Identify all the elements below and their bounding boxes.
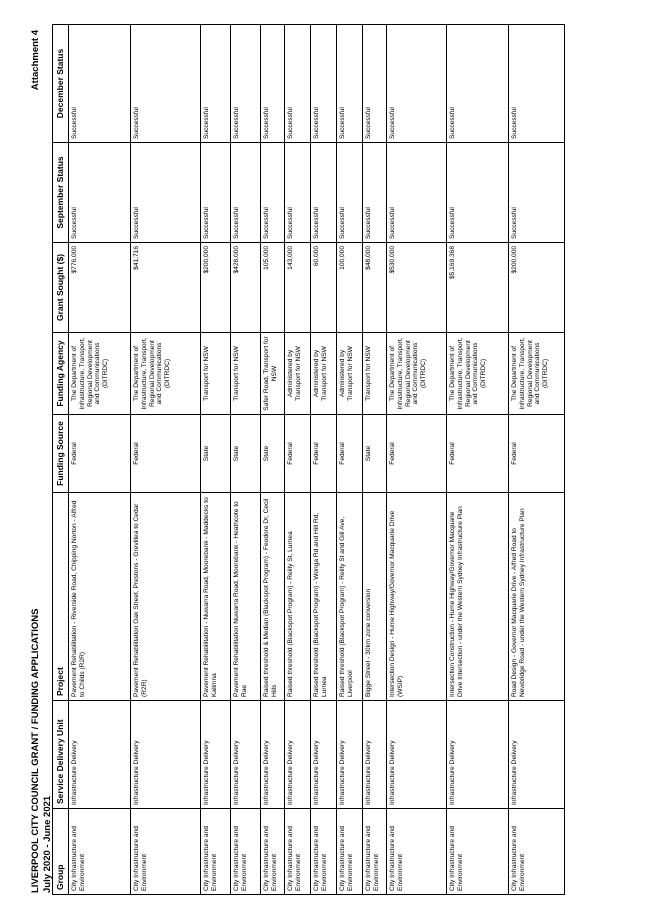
cell-project: Road Design - Governor Macquarie Drive - Alfred Road to Newbridge Road - under the Western Sydney Infrastructure Plan bbox=[509, 493, 565, 701]
table-row bbox=[285, 25, 311, 895]
col-header-dec-status: December Status bbox=[53, 25, 69, 143]
cell-amount: $200,000 bbox=[509, 243, 565, 333]
table-row bbox=[447, 25, 509, 895]
table-row bbox=[363, 25, 387, 895]
cell-amount: $530,000 bbox=[387, 243, 447, 333]
cell-sep-status: Successful bbox=[337, 143, 363, 243]
cell-agency: The Department of Infrastructure, Transport, Regional Development and Communications (DITRDC) bbox=[509, 333, 565, 415]
cell-project: Intersection Design - Hume Highway/Governor Macquarie Drive (WSIP) bbox=[387, 493, 447, 701]
cell-dec-status: Successful bbox=[447, 25, 509, 143]
cell-unit: Infrastructure Delivery bbox=[231, 701, 261, 809]
cell-unit: Infrastructure Delivery bbox=[131, 701, 201, 809]
cell-unit: Infrastructure Delivery bbox=[509, 701, 565, 809]
cell-unit: Infrastructure Delivery bbox=[69, 701, 131, 809]
cell-amount: 105,000 bbox=[261, 243, 285, 333]
cell-amount: $5,169,368 bbox=[447, 243, 509, 333]
cell-group: City Infrastructure and Environment bbox=[131, 809, 201, 895]
cell-source: State bbox=[363, 415, 387, 493]
cell-amount: 100,000 bbox=[337, 243, 363, 333]
col-header-unit: Service Delivery Unit bbox=[53, 701, 69, 809]
cell-sep-status: Successful bbox=[509, 143, 565, 243]
cell-group: City Infrastructure and Environment bbox=[311, 809, 337, 895]
table-row bbox=[131, 25, 201, 895]
cell-source: State bbox=[201, 415, 231, 493]
cell-project: Pavement Rehabilitation - Nuwarra Road, Moorebank - Maddecks to Kalimna bbox=[201, 493, 231, 701]
cell-source: Federal bbox=[447, 415, 509, 493]
cell-source: State bbox=[231, 415, 261, 493]
title-block bbox=[30, 609, 54, 894]
cell-group: City Infrastructure and Environment bbox=[285, 809, 311, 895]
cell-dec-status: Successful bbox=[261, 25, 285, 143]
cell-agency: Safer Road, Transport for NSW bbox=[261, 333, 285, 415]
cell-agency: Administered by Transport for NSW bbox=[285, 333, 311, 415]
cell-sep-status: Successful bbox=[285, 143, 311, 243]
cell-dec-status: Successful bbox=[509, 25, 565, 143]
cell-dec-status: Successful bbox=[201, 25, 231, 143]
cell-group: City Infrastructure and Environment bbox=[261, 809, 285, 895]
cell-sep-status: Successful bbox=[447, 143, 509, 243]
cell-sep-status: Successful bbox=[69, 143, 131, 243]
cell-unit: Infrastructure Delivery bbox=[363, 701, 387, 809]
cell-unit: Infrastructure Delivery bbox=[261, 701, 285, 809]
cell-amount: $200,000 bbox=[201, 243, 231, 333]
cell-amount: $41,716 bbox=[131, 243, 201, 333]
col-header-group: Group bbox=[53, 809, 69, 895]
cell-amount: $428,000 bbox=[231, 243, 261, 333]
col-header-sep-status: September Status bbox=[53, 143, 69, 243]
cell-project: Pavement Rehabilitation Nuwarra Road, Moorebank - Heathcote to Rae bbox=[231, 493, 261, 701]
table-header-row bbox=[53, 25, 69, 895]
document-title: LIVERPOOL CITY COUNCIL GRANT / FUNDING APPLICATIONS bbox=[30, 608, 41, 893]
cell-dec-status: Successful bbox=[69, 25, 131, 143]
document-subtitle: July 2020 - June 2021 bbox=[42, 795, 53, 893]
cell-agency: Administered by Transport for NSW bbox=[311, 333, 337, 415]
cell-dec-status: Successful bbox=[285, 25, 311, 143]
cell-agency: The Department of Infrastructure, Transport, Regional Development and Communications (DITRDC) bbox=[131, 333, 201, 415]
cell-source: State bbox=[261, 415, 285, 493]
cell-agency: Administered by Transport for NSW bbox=[337, 333, 363, 415]
cell-group: City Infrastructure and Environment bbox=[337, 809, 363, 895]
cell-project: Raised threshold (Blackspot Program) - Reilly St and Gill Ave, Liverpool bbox=[337, 493, 363, 701]
table-row bbox=[387, 25, 447, 895]
table-row bbox=[509, 25, 565, 895]
cell-sep-status: Successful bbox=[231, 143, 261, 243]
cell-dec-status: Successful bbox=[337, 25, 363, 143]
cell-group: City Infrastructure and Environment bbox=[387, 809, 447, 895]
cell-source: Federal bbox=[509, 415, 565, 493]
table-row bbox=[337, 25, 363, 895]
cell-dec-status: Successful bbox=[231, 25, 261, 143]
cell-source: Federal bbox=[285, 415, 311, 493]
cell-unit: Infrastructure Delivery bbox=[285, 701, 311, 809]
cell-unit: Infrastructure Delivery bbox=[201, 701, 231, 809]
cell-source: Federal bbox=[311, 415, 337, 493]
cell-dec-status: Successful bbox=[387, 25, 447, 143]
table-row bbox=[231, 25, 261, 895]
cell-sep-status: Successful bbox=[201, 143, 231, 243]
cell-agency: The Department of Infrastructure, Transport, Regional Development and Communications (DITRDC) bbox=[387, 333, 447, 415]
col-header-amount: Grant Sought ($) bbox=[53, 243, 69, 333]
cell-group: City Infrastructure and Environment bbox=[69, 809, 131, 895]
col-header-source: Funding Source bbox=[53, 415, 69, 493]
cell-project: Raised threshold (Blackspot Program) - Reilly St, Lurnea bbox=[285, 493, 311, 701]
table-row bbox=[201, 25, 231, 895]
cell-group: City Infrastructure and Environment bbox=[201, 809, 231, 895]
table-row bbox=[69, 25, 131, 895]
cell-dec-status: Successful bbox=[131, 25, 201, 143]
cell-group: City Infrastructure and Environment bbox=[509, 809, 565, 895]
table-body bbox=[69, 25, 565, 895]
cell-group: City Infrastructure and Environment bbox=[363, 809, 387, 895]
cell-sep-status: Successful bbox=[131, 143, 201, 243]
cell-project: Intersection Construction - Hume Highway/Governor Macquarie Drive Intersection - under the Western Sydney Infrastructure Plan bbox=[447, 493, 509, 701]
cell-sep-status: Successful bbox=[311, 143, 337, 243]
cell-sep-status: Successful bbox=[387, 143, 447, 243]
cell-group: City Infrastructure and Environment bbox=[231, 809, 261, 895]
cell-source: Federal bbox=[131, 415, 201, 493]
cell-agency: Transport for NSW bbox=[201, 333, 231, 415]
table-row bbox=[311, 25, 337, 895]
cell-source: Federal bbox=[337, 415, 363, 493]
cell-sep-status: Successful bbox=[363, 143, 387, 243]
grants-table bbox=[52, 24, 565, 895]
cell-project: Raised threshold (Blackspot Program) - Wonga Rd and Hill Rd, Lurnea bbox=[311, 493, 337, 701]
cell-dec-status: Successful bbox=[311, 25, 337, 143]
cell-dec-status: Successful bbox=[363, 25, 387, 143]
cell-project: Bigge Street - 30km zone conversion bbox=[363, 493, 387, 701]
cell-source: Federal bbox=[387, 415, 447, 493]
col-header-agency: Funding Agency bbox=[53, 333, 69, 415]
cell-agency: The Department of Infrastructure, Transport, Regional Development and Communications (DITRDC) bbox=[447, 333, 509, 415]
cell-unit: Infrastructure Delivery bbox=[387, 701, 447, 809]
cell-amount: $48,000 bbox=[363, 243, 387, 333]
cell-agency: Transport for NSW bbox=[231, 333, 261, 415]
cell-unit: Infrastructure Delivery bbox=[311, 701, 337, 809]
cell-unit: Infrastructure Delivery bbox=[337, 701, 363, 809]
table-row bbox=[261, 25, 285, 895]
cell-sep-status: Successful bbox=[261, 143, 285, 243]
attachment-label: Attachment 4 bbox=[30, 30, 41, 91]
cell-project: Pavement Rehabilitation - Riverside Road, Chipping Norton - Alfred to Childs (R2R) bbox=[69, 493, 131, 701]
cell-group: City Infrastructure and Environment bbox=[447, 809, 509, 895]
col-header-project: Project bbox=[53, 493, 69, 701]
cell-amount: 143,000 bbox=[285, 243, 311, 333]
cell-project: Pavement Rehabilitation Oak Street, Prestons - Grevillea to Cedar (R2R) bbox=[131, 493, 201, 701]
cell-agency: The Department of Infrastructure, Transport, Regional Development and Communications (DITRDC) bbox=[69, 333, 131, 415]
cell-agency: Transport for NSW bbox=[363, 333, 387, 415]
cell-source: Federal bbox=[69, 415, 131, 493]
cell-amount: 60,000 bbox=[311, 243, 337, 333]
cell-amount: $776,000 bbox=[69, 243, 131, 333]
cell-unit: Infrastructure Delivery bbox=[447, 701, 509, 809]
cell-project: Raised threshold & Median (Blackspot Program) - Feodore Dr, Cecil Hills bbox=[261, 493, 285, 701]
